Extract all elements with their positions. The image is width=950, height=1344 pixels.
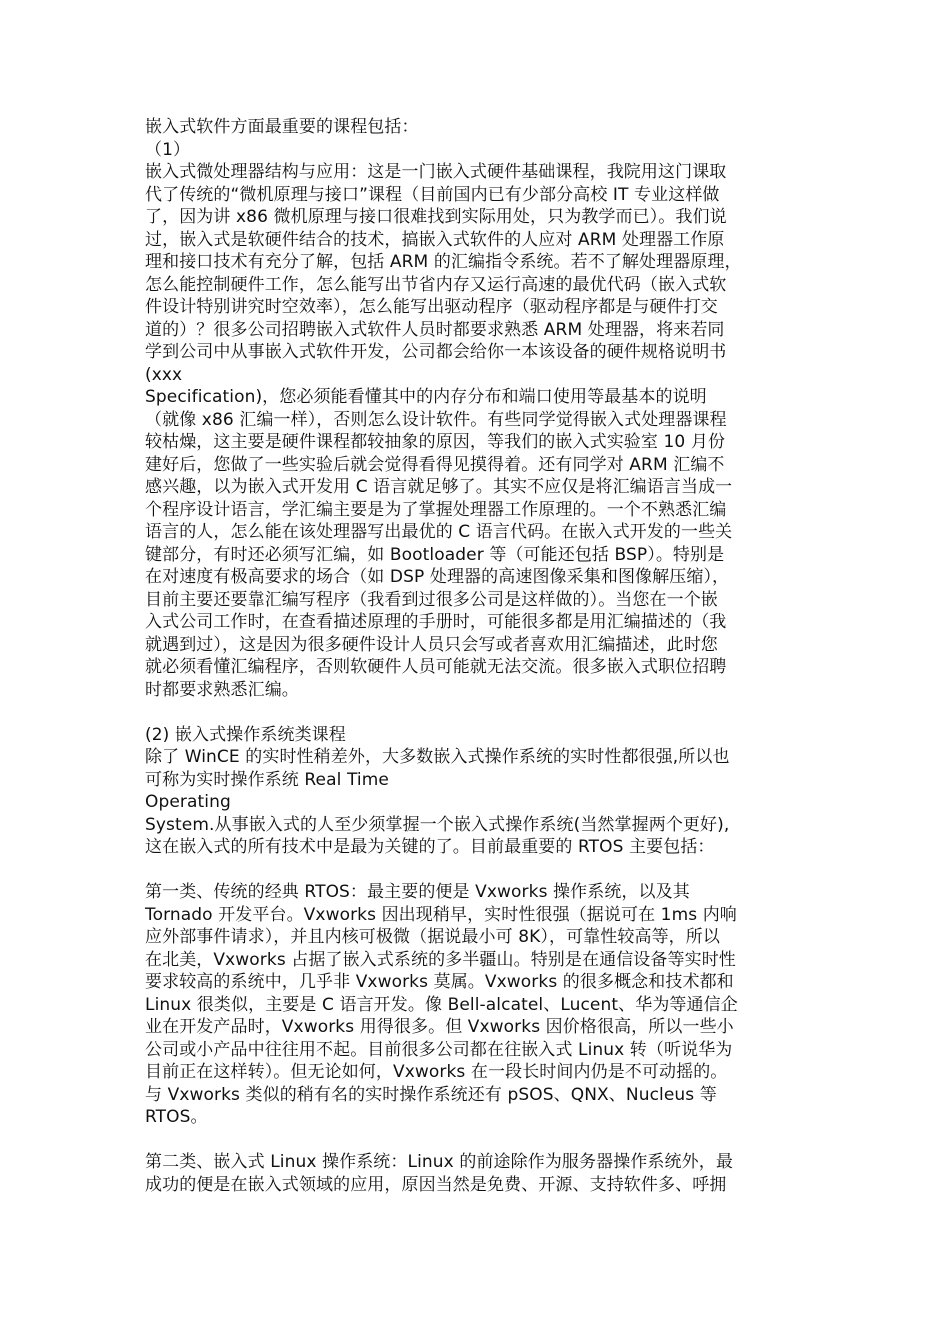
text-line: 目前主要还要靠汇编写程序（我看到过很多公司是这样做的）。当您在一个嵌 xyxy=(145,589,718,610)
text-line: 感兴趣，以为嵌入式开发用 C 语言就足够了。其实不应仅是将汇编语言当成一 xyxy=(145,477,733,497)
section2-title: (2) 嵌入式操作系统类课程 xyxy=(145,724,346,745)
text-line: 这在嵌入式的所有技术中是最为关键的了。目前最重要的 RTOS 主要包括： xyxy=(145,837,715,857)
text-line: 语言的人，怎么能在该处理器写出最优的 C 语言代码。在嵌入式开发的一些关 xyxy=(145,522,733,542)
paragraph-gap xyxy=(145,1129,800,1152)
text-line: 入式公司工作时，在查看描述原理的手册时，可能很多都是用汇编描述的（我 xyxy=(145,612,727,632)
text-line: 就遇到过），这是因为很多硬件设计人员只会写或者喜欢用汇编描述，此时您 xyxy=(145,634,718,655)
paragraph-gap xyxy=(145,701,800,724)
text-line: 理和接口技术有充分了解，包括 ARM 的汇编指令系统。若不了解处理器原理， xyxy=(145,252,742,272)
text-line: Operating xyxy=(145,792,231,812)
text-line: 要求较高的系统中，几乎非 Vxworks 莫属。Vxworks 的很多概念和技术都和 xyxy=(145,972,734,992)
document-heading: 嵌入式软件方面最重要的课程包括： xyxy=(145,117,419,137)
text-line: 道的）？很多公司招聘嵌入式软件人员时都要求熟悉 ARM 处理器，将来若同 xyxy=(145,319,725,340)
text-line: 与 Vxworks 类似的稍有名的实时操作系统还有 pSOS、QNX、Nucleus 等 xyxy=(145,1084,717,1105)
text-line: 怎么能控制硬件工作，怎么能写出节省内存又运行高速的最优代码（嵌入式软 xyxy=(145,274,727,295)
text-line: 在对速度有极高要求的场合（如 DSP 处理器的高速图像采集和图像解压缩）， xyxy=(145,567,730,587)
text-line: 目前正在这样转）。但无论如何，Vxworks 在一段长时间内仍是不可动摇的。 xyxy=(145,1062,728,1082)
text-line: 学到公司中从事嵌入式软件开发，公司都会给你一本该设备的硬件规格说明书 xyxy=(145,342,727,362)
text-line: 成功的便是在嵌入式领域的应用，原因当然是免费、开源、支持软件多、呼拥 xyxy=(145,1174,727,1195)
text-line: 时都要求熟悉汇编。 xyxy=(145,679,299,700)
text-line: 建好后，您做了一些实验后就会觉得看得见摸得着。还有同学对 ARM 汇编不 xyxy=(145,454,725,475)
category1-paragraph xyxy=(145,881,800,1129)
text-line: System.从事嵌入式的人至少须掌握一个嵌入式操作系统(当然掌握两个更好), xyxy=(145,814,730,835)
text-line: Tornado 开发平台。Vxworks 因出现稍早，实时性很强（据说可在 1ms 内响 xyxy=(145,904,737,925)
text-line: 应外部事件请求），并且内核可极微（据说最小可 8K），可靠性较高等，所以 xyxy=(145,927,720,947)
text-line: 嵌入式微处理器结构与应用：这是一门嵌入式硬件基础课程，我院用这门课取 xyxy=(145,162,727,182)
text-line: 了，因为讲 x86 微机原理与接口很难找到实际用处，只为教学而已）。我们说 xyxy=(145,207,727,227)
text-line: （就像 x86 汇编一样），否则怎么设计软件。有些同学觉得嵌入式处理器课程 xyxy=(145,409,727,430)
text-line: 代了传统的“微机原理与接口”课程（目前国内已有少部分高校 IT 专业这样做 xyxy=(145,184,720,205)
section1-paragraph xyxy=(145,161,800,701)
text-line: RTOS。 xyxy=(145,1107,208,1127)
text-line: 个程序设计语言，学汇编主要是为了掌握处理器工作原理的。一个不熟悉汇编 xyxy=(145,499,727,520)
text-line: 业在开发产品时，Vxworks 用得很多。但 Vxworks 因价格很高，所以一些小 xyxy=(145,1017,734,1037)
text-line: 公司或小产品中往往用不起。目前很多公司都在往嵌入式 Linux 转（听说华为 xyxy=(145,1039,733,1060)
section-number: （1） xyxy=(145,139,191,160)
text-line: 在北美，Vxworks 占据了嵌入式系统的多半疆山。特别是在通信设备等实时性 xyxy=(145,949,736,970)
category2-paragraph xyxy=(145,1151,800,1196)
text-line: 就必须看懂汇编程序，否则软硬件人员可能就无法交流。很多嵌入式职位招聘 xyxy=(145,657,727,677)
text-line: 第一类、传统的经典 RTOS：最主要的便是 Vxworks 操作系统，以及其 xyxy=(145,882,690,902)
text-line: 除了 WinCE 的实时性稍差外，大多数嵌入式操作系统的实时性都很强,所以也 xyxy=(145,747,730,767)
paragraph-gap xyxy=(145,859,800,882)
text-line: 较枯燥，这主要是硬件课程都较抽象的原因，等我们的嵌入式实验室 10 月份 xyxy=(145,432,726,452)
text-line: Linux 很类似，主要是 C 语言开发。像 Bell-alcatel、Lucent、华为等通信企 xyxy=(145,994,738,1015)
text-line: 过，嵌入式是软硬件结合的技术，搞嵌入式软件的人应对 ARM 处理器工作原 xyxy=(145,229,725,250)
text-line: 键部分，有时还必须写汇编，如 Bootloader 等（可能还包括 BSP）。特别是 xyxy=(145,544,725,565)
section2-paragraph xyxy=(145,746,800,859)
text-line: 件设计特别讲究时空效率），怎么能写出驱动程序（驱动程序都是与硬件打交 xyxy=(145,297,718,317)
text-line: 可称为实时操作系统 Real Time xyxy=(145,769,389,790)
text-line: 第二类、嵌入式 Linux 操作系统：Linux 的前途除作为服务器操作系统外，最 xyxy=(145,1152,733,1172)
document-body xyxy=(145,116,800,1196)
text-line: Specification)，您必须能看懂其中的内存分布和端口使用等最基本的说明 xyxy=(145,387,707,407)
text-line: (xxx xyxy=(145,364,183,385)
